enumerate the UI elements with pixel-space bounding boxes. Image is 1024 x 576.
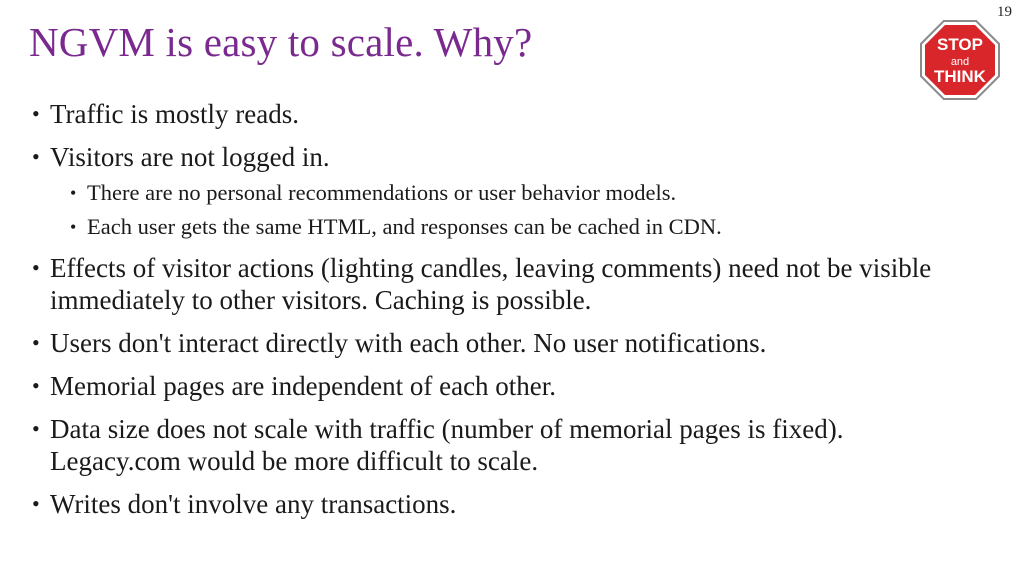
bullet-text: Users don't interact directly with each other. No user notifications. — [50, 328, 767, 358]
bullet-item — [32, 488, 972, 520]
bullet-item — [32, 141, 972, 173]
bullet-dot: • — [32, 255, 40, 280]
sub-bullet-item — [32, 179, 972, 207]
page-number: 19 — [997, 4, 1012, 20]
stop-sign-icon — [920, 20, 1000, 100]
bullet-text: Effects of visitor actions (lighting candles, leaving comments) need not be visible immediately to other visitors. Caching is possible. — [50, 253, 932, 315]
bullet-item — [32, 413, 972, 477]
bullet-text: Data size does not scale with traffic (number of memorial pages is fixed). Legacy.com would be more difficult to scale. — [50, 414, 844, 476]
sub-bullet-text: There are no personal recommendations or user behavior models. — [87, 180, 677, 205]
bullet-list — [32, 96, 972, 520]
stop-sign-line1: STOP — [937, 35, 983, 54]
bullet-text: Memorial pages are independent of each other. — [50, 371, 557, 401]
bullet-text: Traffic is mostly reads. — [50, 99, 299, 129]
bullet-text: Writes don't involve any transactions. — [50, 489, 457, 519]
slide-title: NGVM is easy to scale. Why? — [29, 19, 533, 65]
bullet-dot: • — [32, 416, 40, 441]
stop-sign-line2: and — [950, 56, 970, 68]
bullet-item — [32, 98, 972, 130]
bullet-dot: • — [32, 144, 40, 169]
bullet-item — [32, 252, 972, 316]
bullet-item — [32, 370, 972, 402]
bullet-dot: • — [32, 101, 40, 126]
sub-bullet-dot: • — [70, 183, 77, 203]
sub-bullet-dot: • — [70, 217, 77, 237]
bullet-dot: • — [32, 373, 40, 398]
sub-bullet-item — [32, 213, 972, 241]
stop-sign-line3: THINK — [934, 67, 986, 86]
sub-bullet-text: Each user gets the same HTML, and responses can be cached in CDN. — [87, 214, 722, 239]
bullet-dot: • — [32, 330, 40, 355]
bullet-item — [32, 327, 972, 359]
bullet-dot: • — [32, 491, 40, 516]
bullet-text: Visitors are not logged in. — [50, 142, 330, 172]
